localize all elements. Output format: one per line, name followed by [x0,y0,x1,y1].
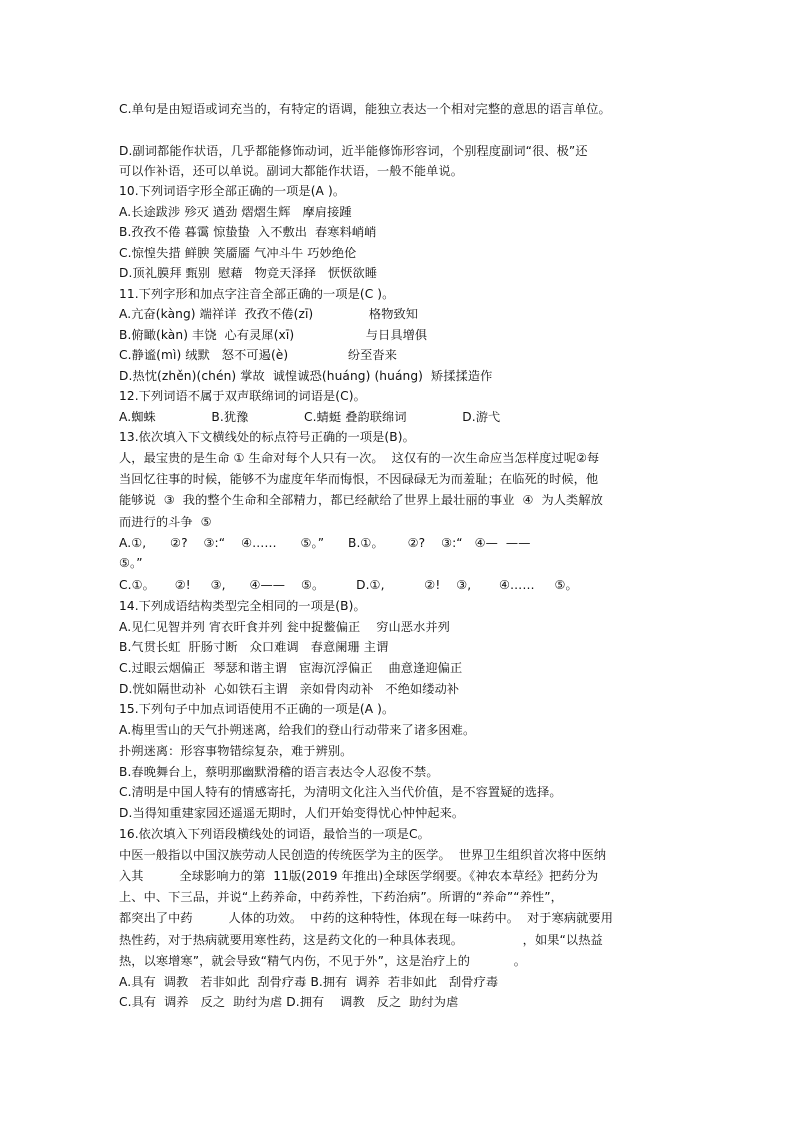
option-line: A.①, ②? ③:“ ④…… ⑤。” B.①。 ②? ③:“ ④— —— [119,536,531,550]
option-line: B.俯瞰(kàn) 丰饶 心有灵犀(xī) 与日具增俱 [119,328,428,342]
option-line: C.①。 ②! ③, ④—— ⑤。 D.①, ②! ③, ④…… ⑤。 [119,578,578,592]
question-10: 10.下列词语字形全部正确的一项是(A )。 [119,184,346,198]
question-14: 14.下列成语结构类型完全相同的一项是(B)。 [119,599,366,613]
option-line: B.春晚舞台上，蔡明那幽默滑稽的语言表达令人忍俊不禁。 [119,765,439,779]
text-line: D.副词都能作状语，几乎都能修饰动词，近半能修饰形容词，个别程度副词“很、极”还 [119,144,588,158]
option-line: C.具有 调养 反之 助纣为虐 D.拥有 调教 反之 助纣为虐 [119,995,459,1009]
option-line: C.过眼云烟偏正 琴瑟和谐主谓 宦海沉浮偏正 曲意逢迎偏正 [119,661,463,675]
passage-line: 入其 全球影响力的第 11版(2019 年推出)全球医学纲要。《神农本草经》把药分为 [119,869,599,883]
option-line: D.恍如隔世动补 心如铁石主谓 亲如骨肉动补 不绝如缕动补 [119,682,460,696]
option-line: A.见仁见智并列 宵衣旰食并列 瓮中捉鳖偏正 穷山恶水并列 [119,620,450,634]
option-line: D.热忱(zhěn)(chén) 掌故 诚惶诚恐(huáng) (huáng) 矫揉揉造作 [119,369,493,383]
passage-line: 中医一般指以中国汉族劳动人民创造的传统医学为主的医学。 世界卫生组织首次将中医纳 [119,848,607,862]
option-line: C.惊惶失措 鲜腴 笑靥靥 气冲斗牛 巧妙绝伦 [119,246,357,260]
note-line: 扑朔迷离：形容事物错综复杂，难于辨别。 [119,744,353,758]
option-line: A.长途跋涉 殄灭 遒劲 熠熠生辉 摩肩接踵 [119,205,352,219]
passage-line: 能够说 ③ 我的整个生命和全部精力，都已经献给了世界上最壮丽的事业 ④ 为人类解放 [119,493,603,507]
question-15: 15.下列句子中加点词语使用不正确的一项是(A )。 [119,702,395,716]
passage-line: 上、中、下三品，并说“上药养命，中药养性，下药治病”。所谓的“养命”“养性”， [119,890,563,904]
question-12: 12.下列词语不属于双声联绵词的词语是(C)。 [119,389,366,403]
text-line: C.单句是由短语或词充当的，有特定的语调，能独立表达一个相对完整的意思的语言单位。 [119,102,611,116]
text-line: 可以作补语，还可以单说。副词大都能作状语，一般不能单说。 [119,164,464,178]
option-line: D.顶礼膜拜 甄别 慰藉 物竞天泽择 恹恹欲睡 [119,266,378,280]
option-line: A.蜘蛛 B.犹豫 C.蜻蜓 叠韵联绵词 D.游弋 [119,410,501,424]
option-line: C.静谧(mì) 绒默 怒不可遏(è) 纷至沓来 [119,348,398,362]
option-line: C.清明是中国人特有的情感寄托，为清明文化注入当代价值，是不容置疑的选择。 [119,785,562,799]
question-16: 16.依次填入下列语段横线处的词语，最恰当的一项是C。 [119,827,430,841]
question-11: 11.下列字形和加点字注音全部正确的一项是(C )。 [119,287,395,301]
option-line: A.具有 调教 若非如此 刮骨疗毒 B.拥有 调养 若非如此 刮骨疗毒 [119,975,499,989]
option-line: B.气贯长虹 肝肠寸断 众口难调 春意阑珊 主谓 [119,640,389,654]
option-line: B.孜孜不倦 暮霭 惊蛰蛰 入不敷出 春寒料峭峭 [119,225,377,239]
option-line: ⑤。” [119,556,143,570]
option-line: D.当得知重建家园还遥遥无期时，人们开始变得忧心忡忡起来。 [119,806,465,820]
question-13: 13.依次填入下文横线处的标点符号正确的一项是(B)。 [119,430,415,444]
option-line: A.梅里雪山的天气扑朔迷离，给我们的登山行动带来了诸多困难。 [119,723,476,737]
passage-line: 而进行的斗争 ⑤ [119,515,212,529]
passage-line: 当回忆往事的时候，能够不为虚度年华而悔恨，不因碌碌无为而羞耻；在临死的时候，他 [119,472,599,486]
passage-line: 人，最宝贵的是生命 ① 生命对每个人只有一次。 这仅有的一次生命应当怎样度过呢②每 [119,451,600,465]
option-line: A.亢奋(kàng) 端祥详 孜孜不倦(zī) 格物致知 [119,307,419,321]
passage-line: 热，以寒增寒”，就会导致“精气内伤，不见于外”，这是治疗上的 。 [119,954,527,968]
passage-line: 都突出了中药 人体的功效。 中药的这种特性，体现在每一味药中。 对于寒病就要用 [119,911,614,925]
passage-line: 热性药，对于热病就要用寒性药，这是药文化的一种具体表现。 ，如果“以热益 [119,933,603,947]
